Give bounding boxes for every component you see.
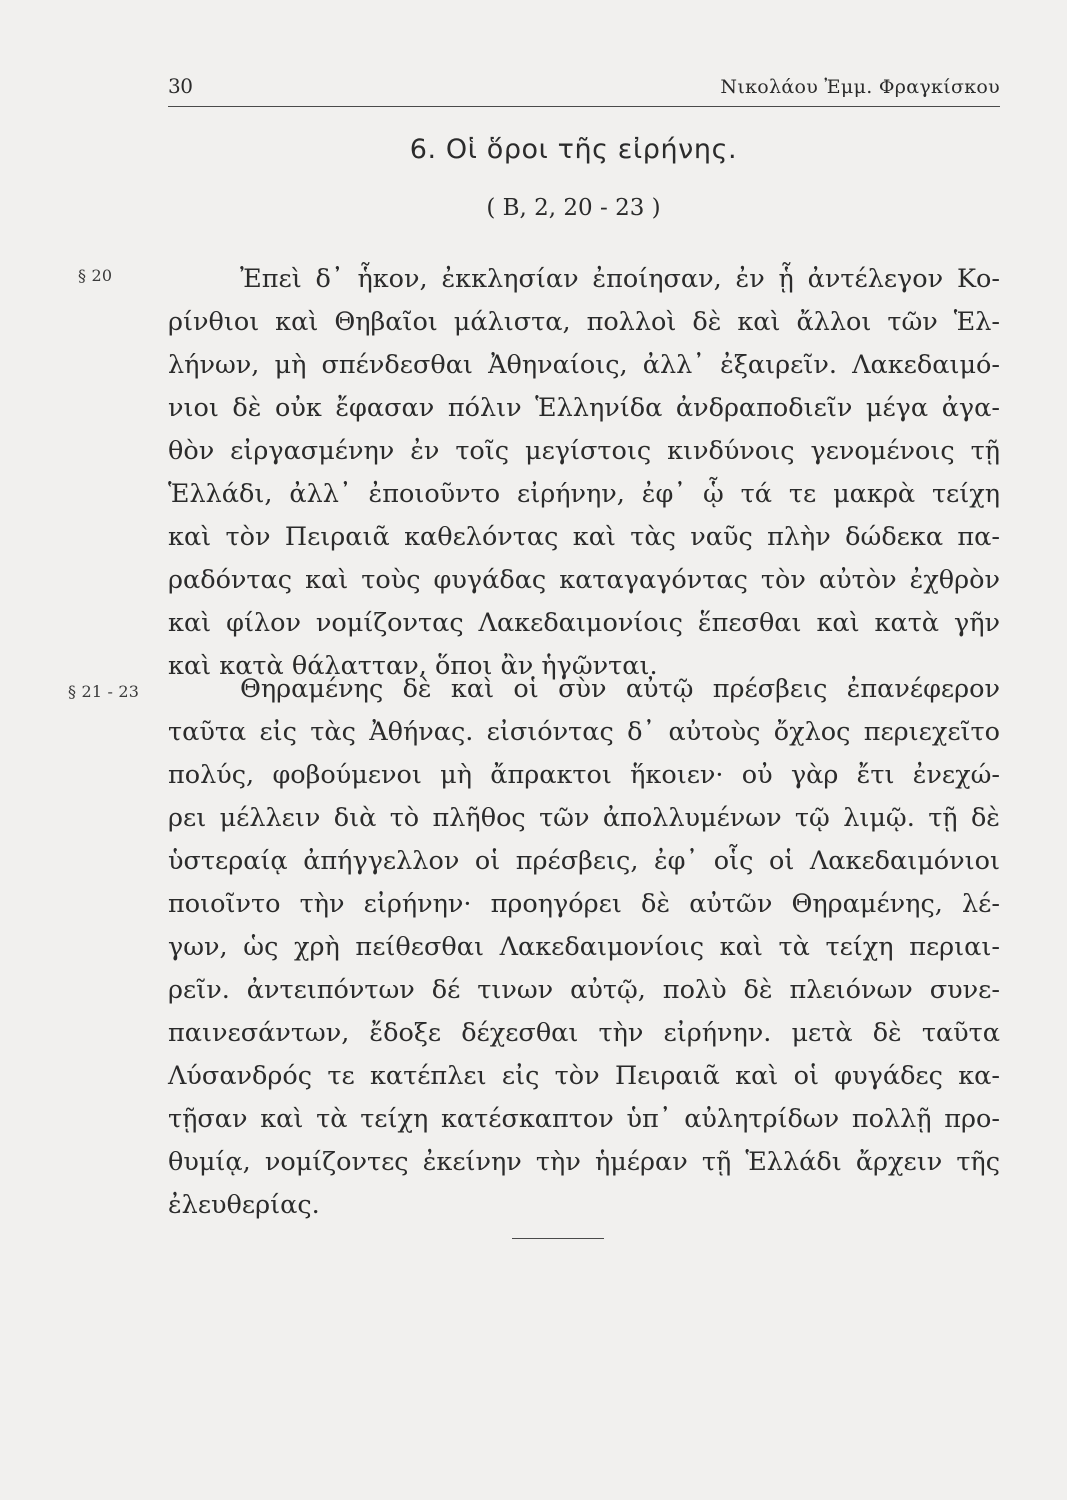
text-line: καὶ φίλον νομίζοντας Λακεδαιμονίοις ἕπεσθαι καὶ κατὰ γῆν	[168, 608, 1000, 638]
text-line: Λύσανδρός τε κατέπλει εἰς τὸν Πειραιᾶ καὶ οἱ φυγάδες κα-	[168, 1061, 1000, 1091]
text-line: καὶ τὸν Πειραιᾶ καθελόντας καὶ τὰς ναῦς πλὴν δώδεκα πα-	[168, 522, 1000, 552]
running-title: Νικολάου Ἐμμ. Φραγκίσκου	[720, 76, 1000, 98]
paragraph	[168, 668, 1000, 1227]
text-line: ρει μέλλειν διὰ τὸ πλῆθος τῶν ἀπολλυμένων τῷ λιμῷ. τῇ δὲ	[168, 803, 1000, 833]
text-line: θυμίᾳ, νομίζοντες ἐκείνην τὴν ἡμέραν τῇ Ἑλλάδι ἄρχειν τῆς	[168, 1147, 1000, 1177]
chapter-reference: ( Β, 2, 20 - 23 )	[486, 195, 661, 221]
running-head	[168, 70, 1000, 107]
text-line: θὸν εἰργασμένην ἐν τοῖς μεγίστοις κινδύνοις γενομένοις τῇ	[168, 436, 1000, 466]
end-rule	[512, 1238, 604, 1239]
text-line: τῇσαν καὶ τὰ τείχη κατέσκαπτον ὑπ᾽ αὐλητρίδων πολλῇ προ-	[168, 1104, 1000, 1134]
text-line: ρίνθιοι καὶ Θηβαῖοι μάλιστα, πολλοὶ δὲ καὶ ἄλλοι τῶν Ἑλ-	[168, 307, 1000, 337]
text-line: γων, ὡς χρὴ πείθεσθαι Λακεδαιμονίοις καὶ τὰ τείχη περιαι-	[168, 932, 1000, 962]
section-marker: § 21 - 23	[68, 682, 140, 701]
text-line: καὶ κατὰ θάλατταν, ὅποι ἂν ἡγῶνται.	[168, 651, 658, 681]
chapter-title: 6. Οἱ ὅροι τῆς εἰρήνης.	[409, 134, 738, 165]
text-line: λήνων, μὴ σπένδεσθαι Ἀθηναίοις, ἀλλ᾽ ἐξαιρεῖν. Λακεδαιμό-	[168, 350, 1000, 380]
text-line: ὑστεραίᾳ ἀπήγγελλον οἱ πρέσβεις, ἐφ᾽ οἷς οἱ Λακεδαιμόνιοι	[168, 846, 1000, 876]
text-line: ταῦτα εἰς τὰς Ἀθήνας. εἰσιόντας δ᾽ αὐτοὺς ὄχλος περιεχεῖτο	[168, 717, 1000, 747]
text-line: Θηραμένης δὲ καὶ οἱ σὺν αὐτῷ πρέσβεις ἐπανέφερον	[240, 674, 1000, 704]
text-line: ρεῖν. ἀντειπόντων δέ τινων αὐτῷ, πολὺ δὲ πλειόνων συνε-	[168, 975, 1000, 1005]
section-marker: § 20	[78, 266, 113, 285]
text-line: Ἑλλάδι, ἀλλ᾽ ἐποιοῦντο εἰρήνην, ἐφ᾽ ᾧ τά τε μακρὰ τείχη	[168, 479, 1000, 509]
text-line: νιοι δὲ οὐκ ἔφασαν πόλιν Ἑλληνίδα ἀνδραποδιεῖν μέγα ἀγα-	[168, 393, 1000, 423]
text-line: Ἐπεὶ δ᾽ ἧκον, ἐκκλησίαν ἐποίησαν, ἐν ᾗ ἀντέλεγον Κο-	[240, 264, 1000, 294]
text-line: ραδόντας καὶ τοὺς φυγάδας καταγαγόντας τὸν αὐτὸν ἐχθρὸν	[168, 565, 1000, 595]
paragraph	[168, 258, 1000, 688]
page-number: 30	[168, 74, 193, 98]
text-line: πολύς, φοβούμενοι μὴ ἄπρακτοι ἥκοιεν· οὐ γὰρ ἔτι ἐνεχώ-	[168, 760, 1000, 790]
text-line: ἐλευθερίας.	[168, 1190, 320, 1220]
text-line: παινεσάντων, ἔδοξε δέχεσθαι τὴν εἰρήνην. μετὰ δὲ ταῦτα	[168, 1018, 1000, 1048]
text-line: ποιοῖντο τὴν εἰρήνην· προηγόρει δὲ αὐτῶν Θηραμένης, λέ-	[168, 889, 1000, 919]
